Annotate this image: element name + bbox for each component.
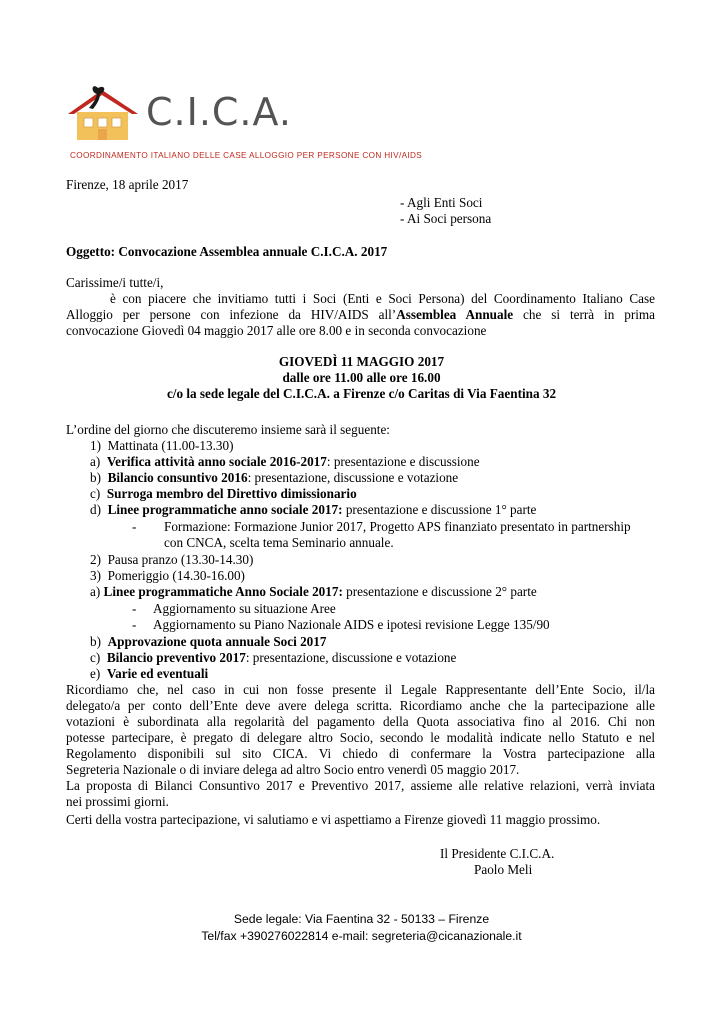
- cica-house-logo-icon: [62, 82, 146, 144]
- agenda-item: c) Bilancio preventivo 2017: presentazione, discussione e votazione: [90, 650, 457, 665]
- agenda-subitem: Aggiornamento su situazione Aree: [153, 601, 336, 616]
- paragraph-line: votazioni è subordinata alla regolarità del pagamento della Quota associativa fino al 2016. Chi non: [66, 714, 655, 729]
- signature-name: Paolo Meli: [474, 862, 533, 877]
- greeting: Carissime/i tutte/i,: [66, 275, 164, 290]
- agenda-item: a) Verifica attività anno sociale 2016-2017: presentazione e discussione: [90, 454, 480, 469]
- logo-subtitle: COORDINAMENTO ITALIANO DELLE CASE ALLOGGIO PER PERSONE CON HIV/AIDS: [70, 151, 423, 160]
- event-location: c/o la sede legale del C.I.C.A. a Firenze c/o Caritas di Via Faentina 32: [166, 386, 557, 401]
- agenda-item: d) Linee programmatiche anno sociale 2017: presentazione e discussione 1° parte: [90, 502, 537, 517]
- agenda-intro: L’ordine del giorno che discuteremo insieme sarà il seguente:: [66, 422, 390, 437]
- event-date: GIOVEDÌ 11 MAGGIO 2017: [278, 354, 445, 369]
- event-time: dalle ore 11.00 alle ore 16.00: [282, 370, 441, 385]
- recipient: - Agli Enti Soci: [400, 195, 483, 210]
- footer-contacts: Tel/fax +390276022814 e-mail: segreteria@cicanazionale.it: [201, 929, 522, 943]
- paragraph-line: Segreteria Nazionale o di inviare delega ad altro Socio entro venerdì 05 maggio 2017.: [66, 762, 520, 777]
- intro-line: è con piacere che invitiamo tutti i Soci (Enti e Soci Persona) del Coordinamento Italiano Case: [110, 291, 655, 306]
- intro-line: Alloggio per persone con infezione da HIV/AIDS all’Assemblea Annuale che si terrà in prima: [66, 307, 655, 322]
- paragraph-line: potesse partecipare, è pregato di delegare altro Socio, secondo le modalità indicate nello Statuto e nel: [66, 730, 655, 745]
- agenda-section: 3) Pomeriggio (14.30-16.00): [90, 568, 245, 583]
- paragraph-line: nei prossimi giorni.: [66, 794, 169, 809]
- paragraph-line: delegato/a per conto dell’Ente deve avere delega scritta. Ricordiamo anche che la partecipazione alle: [66, 698, 655, 713]
- recipient: - Ai Soci persona: [400, 211, 492, 226]
- agenda-subitem-dash: -: [132, 601, 137, 616]
- paragraph-line: La proposta di Bilanci Consuntivo 2017 e Preventivo 2017, assieme alle relative relazioni, verrà inviata: [66, 778, 655, 793]
- agenda-item: a) Linee programmatiche Anno Sociale 2017: presentazione e discussione 2° parte: [90, 584, 537, 599]
- signature-role: Il Presidente C.I.C.A.: [440, 846, 555, 861]
- subject-line: Oggetto: Convocazione Assemblea annuale C.I.C.A. 2017: [66, 244, 388, 259]
- paragraph-line: Ricordiamo che, nel caso in cui non fosse presente il Legale Rappresentante dell’Ente Socio, il/la: [66, 682, 655, 697]
- closing-line: Certi della vostra partecipazione, vi salutiamo e vi aspettiamo a Firenze giovedì 11 maggio prossimo.: [66, 812, 601, 827]
- agenda-subitem: Aggiornamento su Piano Nazionale AIDS e ipotesi revisione Legge 135/90: [153, 617, 550, 632]
- agenda-subitem: con CNCA, scelta tema Seminario annuale.: [164, 535, 394, 550]
- footer-address: Sede legale: Via Faentina 32 - 50133 – Firenze: [233, 912, 490, 926]
- agenda-section: 2) Pausa pranzo (13.30-14.30): [90, 552, 254, 567]
- agenda-subitem: Formazione: Formazione Junior 2017, Progetto APS finanziato presentato in partnership: [164, 519, 631, 534]
- agenda-item: e) Varie ed eventuali: [90, 666, 209, 681]
- agenda-item: c) Surroga membro del Direttivo dimissionario: [90, 486, 357, 501]
- logo-text: C.I.C.A.: [146, 90, 292, 134]
- paragraph-line: Regolamento disponibili sul sito CICA. Vi chiedo di confermare la Vostra partecipazione alla: [66, 746, 655, 761]
- intro-line: convocazione Giovedì 04 maggio 2017 alle ore 8.00 e in seconda convocazione: [66, 323, 487, 338]
- agenda-item: b) Approvazione quota annuale Soci 2017: [90, 634, 327, 649]
- agenda-subitem-dash: -: [132, 617, 137, 632]
- agenda-section: 1) Mattinata (11.00-13.30): [90, 438, 234, 453]
- agenda-subitem-dash: -: [132, 519, 137, 534]
- place-date: Firenze, 18 aprile 2017: [66, 177, 189, 192]
- agenda-item: b) Bilancio consuntivo 2016: presentazione, discussione e votazione: [90, 470, 459, 485]
